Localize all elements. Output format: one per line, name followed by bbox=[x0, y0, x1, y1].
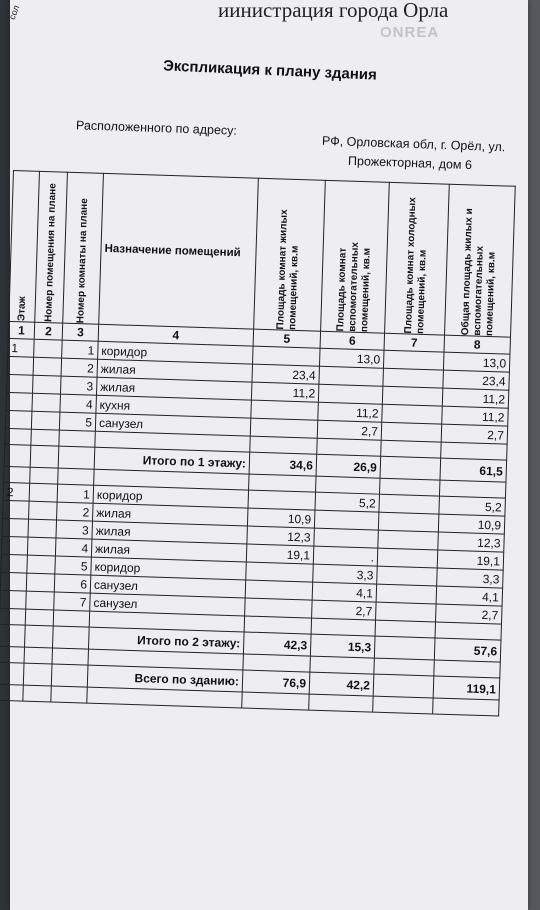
room-number: 1 bbox=[57, 484, 94, 503]
room-purpose: коридор bbox=[93, 485, 248, 508]
living-area: 10,9 bbox=[247, 508, 315, 528]
column-number: 8 bbox=[444, 335, 511, 354]
living-area bbox=[253, 346, 321, 366]
total-area: 13,0 bbox=[443, 352, 510, 372]
cold-area bbox=[381, 422, 442, 442]
aux-area: 13,0 bbox=[319, 348, 384, 368]
address-line-2: Прожекторная, дом 6 bbox=[347, 153, 473, 173]
building-total-living: 76,9 bbox=[242, 670, 310, 694]
aux-area: 5,2 bbox=[315, 492, 380, 512]
background-edge-right bbox=[528, 0, 540, 910]
cold-area bbox=[377, 548, 438, 568]
living-area: 19,1 bbox=[246, 544, 314, 564]
cold-area bbox=[382, 404, 443, 424]
room-number: 3 bbox=[60, 376, 97, 395]
aux-area bbox=[314, 510, 379, 530]
total-area: 11,2 bbox=[442, 406, 509, 426]
room-purpose: жилая bbox=[97, 359, 252, 382]
floor-cell: 2 bbox=[3, 482, 30, 501]
room-purpose: санузел bbox=[90, 593, 245, 616]
total-area: 10,9 bbox=[438, 514, 505, 534]
room-number: 5 bbox=[55, 556, 92, 575]
living-area: 11,2 bbox=[251, 382, 319, 402]
header-text: иинистрация города Орла bbox=[218, 0, 449, 22]
cold-area bbox=[383, 368, 444, 388]
living-area bbox=[246, 562, 314, 582]
living-area: 23,4 bbox=[252, 364, 320, 384]
building-total-all: 119,1 bbox=[433, 676, 500, 700]
total-living: 42,3 bbox=[243, 632, 311, 656]
col-header-room-number: Номер комнаты на плане bbox=[63, 172, 104, 324]
cold-area bbox=[379, 494, 440, 514]
total-area: 11,2 bbox=[442, 388, 509, 408]
room-purpose: жилая bbox=[96, 377, 251, 400]
total-label: Итого по 1 этажу: bbox=[94, 447, 250, 474]
column-number: 7 bbox=[384, 333, 445, 352]
living-area bbox=[251, 400, 319, 420]
col-header-total-area: Общая площадь жилых и вспомогательных помещений, кв.м bbox=[445, 184, 516, 337]
cold-area bbox=[378, 530, 439, 550]
floor-cell: 1 bbox=[8, 338, 35, 357]
living-area bbox=[250, 418, 318, 438]
total-area: 4,1 bbox=[436, 586, 503, 606]
room-number: 6 bbox=[54, 574, 91, 593]
col-header-purpose: Назначение помещений bbox=[99, 173, 259, 329]
header-row bbox=[9, 171, 515, 338]
room-number: 5 bbox=[59, 412, 96, 431]
room-number: 7 bbox=[54, 592, 91, 611]
room-purpose: санузел bbox=[90, 575, 245, 598]
column-number: 3 bbox=[62, 323, 99, 341]
aux-area: 2,7 bbox=[317, 420, 382, 440]
room-purpose: коридор bbox=[98, 341, 253, 364]
document-title: Экспликация к плану здания bbox=[162, 57, 378, 84]
room-purpose: коридор bbox=[91, 557, 246, 580]
total-area: 5,2 bbox=[439, 496, 506, 516]
total-area: 2,7 bbox=[441, 424, 508, 444]
aux-area bbox=[314, 528, 379, 548]
aux-area: 3,3 bbox=[313, 564, 378, 584]
total-all: 57,6 bbox=[434, 638, 501, 662]
building-total-aux: 42,2 bbox=[309, 672, 374, 696]
cold-area bbox=[382, 386, 443, 406]
address-label: Расположенного по адресу: bbox=[75, 118, 238, 138]
col-header-living-area: Площадь комнат жилых помещений, кв.м bbox=[254, 178, 326, 331]
total-aux: 15,3 bbox=[310, 634, 375, 658]
room-purpose: жилая bbox=[92, 521, 247, 544]
document-page bbox=[6, 0, 528, 910]
room-purpose: кухня bbox=[96, 395, 251, 418]
aux-area: 2,7 bbox=[312, 600, 377, 620]
address-line-1: РФ, Орловская обл, г. Орёл, ул. bbox=[321, 133, 506, 155]
column-number: 5 bbox=[253, 329, 321, 348]
total-all: 61,5 bbox=[440, 458, 507, 482]
column-number: 1 bbox=[8, 321, 35, 339]
living-area bbox=[245, 598, 313, 618]
aux-area bbox=[319, 366, 384, 386]
total-area: 3,3 bbox=[437, 568, 504, 588]
room-number: 2 bbox=[57, 502, 94, 521]
aux-area bbox=[318, 384, 383, 404]
total-area: 19,1 bbox=[437, 550, 504, 570]
watermark: ONREA bbox=[380, 24, 440, 41]
total-area: 12,3 bbox=[438, 532, 505, 552]
total-living: 34,6 bbox=[249, 452, 317, 476]
room-number: 1 bbox=[62, 340, 99, 359]
cold-area bbox=[377, 566, 438, 586]
explication-table bbox=[0, 170, 516, 717]
col-header-cold-area: Площадь комнат холодных помещений, кв.м bbox=[385, 182, 450, 335]
cold-area bbox=[378, 512, 439, 532]
room-purpose: санузел bbox=[95, 413, 250, 436]
living-area bbox=[248, 490, 316, 510]
living-area: 12,3 bbox=[247, 526, 315, 546]
room-number: 2 bbox=[61, 358, 98, 377]
explication-table-wrap bbox=[0, 170, 516, 717]
total-area: 2,7 bbox=[436, 604, 503, 624]
room-number: 4 bbox=[55, 538, 92, 557]
col-header-premise-number: Номер помещения на плане bbox=[35, 171, 68, 323]
total-area: 23,4 bbox=[443, 370, 510, 390]
room-number: 3 bbox=[56, 520, 93, 539]
col-header-floor: Этаж bbox=[9, 171, 40, 323]
building-total-label: Всего по зданию: bbox=[87, 665, 243, 692]
aux-area: . bbox=[313, 546, 378, 566]
room-purpose: жилая bbox=[91, 539, 246, 562]
total-label: Итого по 2 этажу: bbox=[88, 627, 244, 654]
living-area bbox=[245, 580, 313, 600]
aux-area: 4,1 bbox=[312, 582, 377, 602]
column-number: 6 bbox=[320, 331, 385, 350]
room-number: 4 bbox=[60, 394, 97, 413]
room-purpose: жилая bbox=[93, 503, 248, 526]
col-header-aux-area: Площадь комнат вспомогательных помещений, кв.м bbox=[321, 180, 390, 333]
cold-area bbox=[376, 584, 437, 604]
cold-area bbox=[376, 602, 437, 622]
column-number: 2 bbox=[34, 322, 63, 340]
cold-area bbox=[383, 350, 444, 370]
column-number: 4 bbox=[98, 324, 253, 346]
aux-area: 11,2 bbox=[318, 402, 383, 422]
total-aux: 26,9 bbox=[316, 454, 381, 478]
corner-text: сол bbox=[6, 3, 22, 21]
